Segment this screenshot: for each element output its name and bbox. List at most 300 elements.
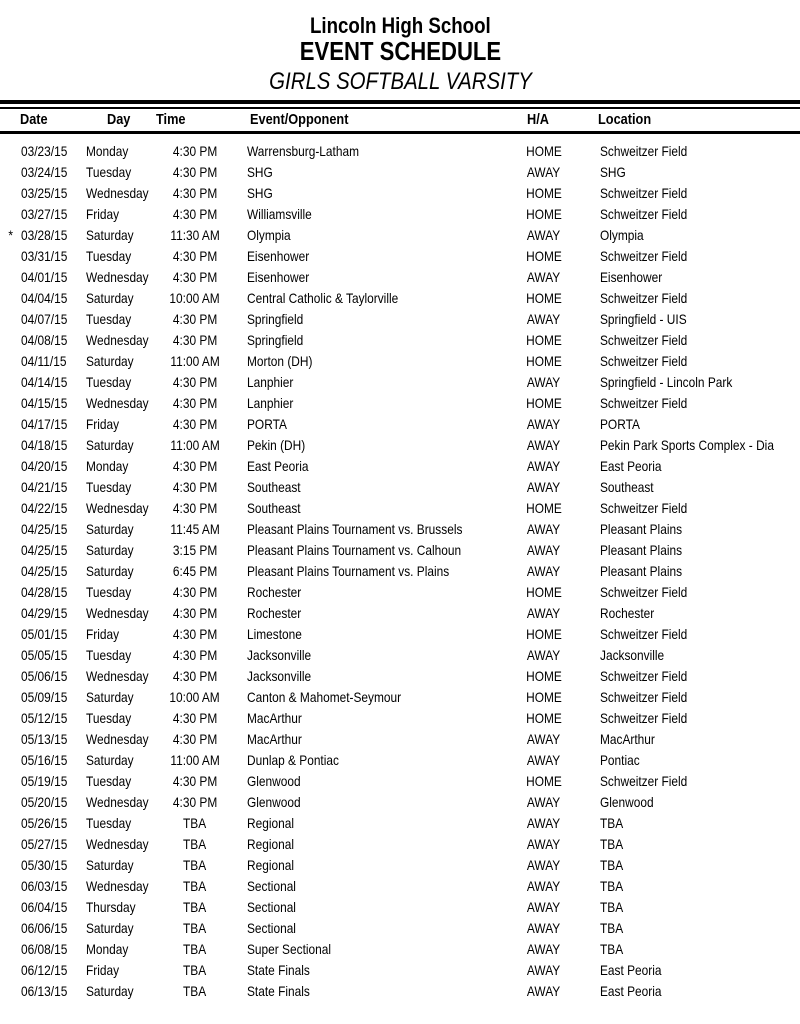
table-row — [0, 287, 800, 308]
cell-day: Wednesday — [86, 667, 149, 684]
cell-time: 11:00 AM — [170, 352, 220, 369]
cell-home-away: HOME — [526, 583, 562, 600]
cell-day: Friday — [86, 205, 120, 222]
cell-location: Schweitzer Field — [600, 394, 688, 411]
cell-home-away: AWAY — [527, 562, 561, 579]
asterisk-marker — [0, 584, 21, 600]
cell-event-opponent: Super Sectional — [247, 940, 332, 957]
cell-home-away: HOME — [526, 499, 562, 516]
cell-date: 05/19/15 — [21, 772, 68, 789]
table-row — [0, 392, 800, 413]
cell-location: Schweitzer Field — [600, 688, 688, 705]
cell-time: 11:45 AM — [170, 520, 220, 537]
cell-day: Tuesday — [86, 163, 132, 180]
table-row — [0, 770, 800, 791]
cell-location: Pleasant Plains — [600, 562, 683, 579]
table-row — [0, 875, 800, 896]
cell-location: Pleasant Plains — [600, 520, 683, 537]
table-row — [0, 266, 800, 287]
cell-day: Wednesday — [86, 604, 149, 621]
cell-home-away: HOME — [526, 205, 562, 222]
cell-event-opponent: Glenwood — [247, 793, 301, 810]
cell-home-away: AWAY — [527, 646, 561, 663]
cell-event-opponent: Eisenhower — [247, 268, 310, 285]
cell-event-opponent: State Finals — [247, 982, 310, 999]
cell-day: Friday — [86, 961, 120, 978]
cell-date: 04/25/15 — [21, 520, 68, 537]
cell-event-opponent: PORTA — [247, 415, 287, 432]
cell-home-away: AWAY — [527, 814, 561, 831]
asterisk-marker — [0, 542, 21, 558]
cell-date: 06/03/15 — [21, 877, 68, 894]
table-row — [0, 182, 800, 203]
asterisk-marker — [0, 374, 21, 390]
cell-home-away: AWAY — [527, 898, 561, 915]
cell-location: Schweitzer Field — [600, 667, 688, 684]
asterisk-marker — [0, 857, 21, 873]
cell-time: TBA — [183, 856, 207, 873]
table-row — [0, 434, 800, 455]
cell-location: Olympia — [600, 226, 644, 243]
cell-location: Schweitzer Field — [600, 331, 688, 348]
cell-date: 04/20/15 — [21, 457, 68, 474]
cell-time: 4:30 PM — [172, 499, 218, 516]
cell-time: TBA — [183, 961, 207, 978]
cell-home-away: AWAY — [527, 961, 561, 978]
cell-home-away: AWAY — [527, 457, 561, 474]
column-header-day: Day — [107, 111, 131, 128]
cell-home-away: HOME — [526, 352, 562, 369]
cell-location: Schweitzer Field — [600, 289, 688, 306]
cell-location: Schweitzer Field — [600, 184, 688, 201]
cell-location: Schweitzer Field — [600, 142, 688, 159]
cell-home-away: HOME — [526, 394, 562, 411]
cell-location: East Peoria — [600, 961, 662, 978]
cell-time: 4:30 PM — [172, 268, 218, 285]
cell-home-away: HOME — [526, 289, 562, 306]
cell-location: Schweitzer Field — [600, 247, 688, 264]
cell-time: 10:00 AM — [169, 289, 221, 306]
cell-day: Wednesday — [86, 793, 149, 810]
asterisk-marker: * — [8, 226, 13, 243]
asterisk-marker — [0, 731, 21, 747]
cell-home-away: AWAY — [527, 478, 561, 495]
cell-home-away: HOME — [526, 331, 562, 348]
table-row — [0, 602, 800, 623]
cell-time: 11:00 AM — [170, 751, 220, 768]
cell-date: 04/07/15 — [21, 310, 68, 327]
cell-home-away: AWAY — [527, 268, 561, 285]
cell-date: 04/01/15 — [21, 268, 68, 285]
cell-home-away: AWAY — [527, 751, 561, 768]
cell-event-opponent: Springfield — [247, 310, 304, 327]
cell-day: Saturday — [86, 856, 134, 873]
cell-location: Rochester — [600, 604, 655, 621]
cell-event-opponent: Rochester — [247, 583, 302, 600]
page-title: EVENT SCHEDULE — [299, 36, 501, 66]
cell-event-opponent: Pekin (DH) — [247, 436, 306, 453]
cell-home-away: AWAY — [527, 226, 561, 243]
cell-home-away: AWAY — [527, 604, 561, 621]
asterisk-marker — [0, 332, 21, 348]
cell-date: 05/20/15 — [21, 793, 68, 810]
asterisk-marker — [0, 668, 21, 684]
cell-event-opponent: Southeast — [247, 478, 301, 495]
cell-location: TBA — [600, 877, 624, 894]
cell-home-away: AWAY — [527, 856, 561, 873]
cell-time: 10:00 AM — [169, 688, 221, 705]
header-top-rule — [0, 100, 800, 104]
cell-location: TBA — [600, 919, 624, 936]
cell-event-opponent: Regional — [247, 835, 294, 852]
cell-date: 04/11/15 — [21, 352, 67, 369]
asterisk-marker — [0, 689, 21, 705]
table-row — [0, 371, 800, 392]
cell-time: 4:30 PM — [172, 457, 218, 474]
cell-location: Schweitzer Field — [600, 772, 688, 789]
cell-day: Wednesday — [86, 394, 149, 411]
cell-event-opponent: SHG — [247, 163, 273, 180]
cell-day: Friday — [86, 415, 120, 432]
asterisk-marker — [0, 794, 21, 810]
cell-home-away: AWAY — [527, 415, 561, 432]
cell-date: 03/27/15 — [21, 205, 68, 222]
cell-time: 4:30 PM — [172, 205, 218, 222]
table-row — [0, 413, 800, 434]
cell-time: TBA — [183, 835, 207, 852]
asterisk-marker — [0, 710, 21, 726]
header-bottom-rule — [0, 131, 800, 134]
cell-date: 06/13/15 — [21, 982, 68, 999]
cell-day: Saturday — [86, 919, 134, 936]
cell-day: Tuesday — [86, 646, 132, 663]
cell-day: Monday — [86, 142, 129, 159]
asterisk-marker — [0, 920, 21, 936]
cell-time: 11:30 AM — [170, 226, 220, 243]
cell-home-away: AWAY — [527, 163, 561, 180]
asterisk-marker — [0, 500, 21, 516]
cell-day: Monday — [86, 940, 129, 957]
cell-time: 4:30 PM — [172, 646, 218, 663]
asterisk-marker — [0, 983, 21, 999]
cell-day: Tuesday — [86, 814, 132, 831]
cell-time: TBA — [183, 877, 207, 894]
table-row — [0, 476, 800, 497]
cell-location: Schweitzer Field — [600, 583, 688, 600]
cell-day: Wednesday — [86, 835, 149, 852]
cell-home-away: AWAY — [527, 793, 561, 810]
cell-day: Wednesday — [86, 268, 149, 285]
cell-home-away: AWAY — [527, 436, 561, 453]
cell-time: 4:30 PM — [172, 331, 218, 348]
cell-location: East Peoria — [600, 982, 662, 999]
asterisk-marker — [0, 206, 21, 222]
cell-location: Springfield - UIS — [600, 310, 687, 327]
cell-location: TBA — [600, 814, 624, 831]
cell-event-opponent: SHG — [247, 184, 273, 201]
cell-location: Schweitzer Field — [600, 205, 688, 222]
cell-date: 04/18/15 — [21, 436, 68, 453]
cell-event-opponent: Regional — [247, 856, 294, 873]
table-row — [0, 623, 800, 644]
cell-date: 05/27/15 — [21, 835, 68, 852]
cell-location: Springfield - Lincoln Park — [600, 373, 733, 390]
cell-event-opponent: East Peoria — [247, 457, 309, 474]
cell-day: Saturday — [86, 541, 134, 558]
asterisk-marker — [0, 164, 21, 180]
cell-event-opponent: MacArthur — [247, 709, 302, 726]
cell-event-opponent: Southeast — [247, 499, 301, 516]
cell-time: 4:30 PM — [172, 730, 218, 747]
asterisk-marker — [0, 563, 21, 579]
cell-day: Tuesday — [86, 247, 132, 264]
cell-location: TBA — [600, 898, 624, 915]
asterisk-marker — [0, 458, 21, 474]
cell-time: TBA — [183, 982, 207, 999]
cell-location: Schweitzer Field — [600, 499, 688, 516]
cell-time: 4:30 PM — [172, 709, 218, 726]
cell-home-away: HOME — [526, 184, 562, 201]
table-row — [0, 203, 800, 224]
cell-day: Tuesday — [86, 478, 132, 495]
asterisk-marker — [0, 395, 21, 411]
cell-date: 04/28/15 — [21, 583, 68, 600]
cell-home-away: AWAY — [527, 940, 561, 957]
column-header-time: Time — [156, 111, 186, 128]
cell-location: Pontiac — [600, 751, 640, 768]
cell-location: Schweitzer Field — [600, 709, 688, 726]
asterisk-marker — [0, 437, 21, 453]
cell-date: 06/08/15 — [21, 940, 68, 957]
table-row — [0, 938, 800, 959]
cell-event-opponent: Springfield — [247, 331, 304, 348]
cell-event-opponent: Limestone — [247, 625, 302, 642]
table-row — [0, 686, 800, 707]
cell-date: 05/05/15 — [21, 646, 68, 663]
cell-day: Saturday — [86, 562, 134, 579]
cell-home-away: HOME — [526, 667, 562, 684]
table-row — [0, 728, 800, 749]
table-row — [0, 665, 800, 686]
cell-event-opponent: Rochester — [247, 604, 302, 621]
table-row — [0, 539, 800, 560]
table-row — [0, 140, 800, 161]
asterisk-marker — [0, 185, 21, 201]
cell-date: 05/01/15 — [21, 625, 68, 642]
cell-location: Jacksonville — [600, 646, 665, 663]
asterisk-marker — [0, 311, 21, 327]
cell-home-away: AWAY — [527, 730, 561, 747]
cell-day: Saturday — [86, 982, 134, 999]
table-row — [0, 644, 800, 665]
cell-day: Saturday — [86, 751, 134, 768]
asterisk-marker — [0, 647, 21, 663]
cell-day: Friday — [86, 625, 120, 642]
cell-time: 4:30 PM — [172, 625, 218, 642]
asterisk-marker — [0, 143, 21, 159]
cell-time: 4:30 PM — [172, 142, 218, 159]
cell-location: Southeast — [600, 478, 654, 495]
cell-location: SHG — [600, 163, 626, 180]
cell-location: MacArthur — [600, 730, 655, 747]
table-row — [0, 161, 800, 182]
cell-event-opponent: Glenwood — [247, 772, 301, 789]
cell-location: Pleasant Plains — [600, 541, 683, 558]
asterisk-marker — [0, 815, 21, 831]
table-row — [0, 245, 800, 266]
asterisk-marker — [0, 878, 21, 894]
cell-event-opponent: Sectional — [247, 919, 296, 936]
cell-home-away: HOME — [526, 772, 562, 789]
cell-location: PORTA — [600, 415, 640, 432]
asterisk-marker — [0, 773, 21, 789]
cell-event-opponent: Warrensburg-Latham — [247, 142, 360, 159]
cell-location: Schweitzer Field — [600, 625, 688, 642]
table-row — [0, 560, 800, 581]
cell-date: 04/22/15 — [21, 499, 68, 516]
cell-day: Saturday — [86, 688, 134, 705]
cell-home-away: AWAY — [527, 373, 561, 390]
cell-event-opponent: Dunlap & Pontiac — [247, 751, 339, 768]
cell-day: Wednesday — [86, 184, 149, 201]
cell-event-opponent: Jacksonville — [247, 667, 312, 684]
table-row — [0, 308, 800, 329]
cell-day: Saturday — [86, 520, 134, 537]
cell-time: 4:30 PM — [172, 184, 218, 201]
cell-time: 4:30 PM — [172, 793, 218, 810]
cell-day: Thursday — [86, 898, 136, 915]
schedule-table — [0, 140, 800, 1001]
cell-day: Monday — [86, 457, 129, 474]
cell-event-opponent: Olympia — [247, 226, 291, 243]
table-row — [0, 455, 800, 476]
cell-time: TBA — [183, 898, 207, 915]
table-row — [0, 224, 800, 245]
table-row — [0, 896, 800, 917]
cell-location: Pekin Park Sports Complex - Dia — [600, 436, 774, 453]
table-row — [0, 497, 800, 518]
asterisk-marker — [0, 752, 21, 768]
table-row — [0, 518, 800, 539]
asterisk-marker — [0, 521, 21, 537]
cell-event-opponent: Pleasant Plains Tournament vs. Plains — [247, 562, 450, 579]
cell-home-away: AWAY — [527, 835, 561, 852]
cell-home-away: AWAY — [527, 310, 561, 327]
cell-date: 05/12/15 — [21, 709, 68, 726]
cell-day: Saturday — [86, 289, 134, 306]
cell-date: 03/24/15 — [21, 163, 68, 180]
column-header-home-away: H/A — [527, 111, 549, 128]
cell-event-opponent: Williamsville — [247, 205, 312, 222]
table-row — [0, 350, 800, 371]
cell-time: TBA — [183, 940, 207, 957]
table-row — [0, 791, 800, 812]
cell-time: TBA — [183, 919, 207, 936]
cell-day: Tuesday — [86, 772, 132, 789]
asterisk-marker — [0, 605, 21, 621]
cell-time: 4:30 PM — [172, 310, 218, 327]
cell-home-away: HOME — [526, 688, 562, 705]
cell-date: 05/26/15 — [21, 814, 68, 831]
cell-event-opponent: Lanphier — [247, 373, 294, 390]
cell-date: 04/21/15 — [21, 478, 68, 495]
cell-day: Saturday — [86, 352, 134, 369]
cell-location: TBA — [600, 856, 624, 873]
cell-day: Wednesday — [86, 730, 149, 747]
asterisk-marker — [0, 941, 21, 957]
cell-day: Tuesday — [86, 373, 132, 390]
table-row — [0, 917, 800, 938]
cell-date: 03/23/15 — [21, 142, 68, 159]
cell-day: Wednesday — [86, 877, 149, 894]
cell-location: Glenwood — [600, 793, 654, 810]
table-row — [0, 959, 800, 980]
asterisk-marker — [0, 290, 21, 306]
table-row — [0, 980, 800, 1001]
cell-time: 4:30 PM — [172, 373, 218, 390]
cell-time: 4:30 PM — [172, 163, 218, 180]
cell-date: 04/08/15 — [21, 331, 68, 348]
cell-home-away: HOME — [526, 625, 562, 642]
table-row — [0, 749, 800, 770]
cell-home-away: HOME — [526, 709, 562, 726]
asterisk-marker — [0, 416, 21, 432]
table-row — [0, 329, 800, 350]
cell-event-opponent: Lanphier — [247, 394, 294, 411]
cell-home-away: AWAY — [527, 520, 561, 537]
cell-time: 6:45 PM — [172, 562, 218, 579]
cell-event-opponent: Central Catholic & Taylorville — [247, 289, 399, 306]
cell-time: 4:30 PM — [172, 583, 218, 600]
cell-time: 4:30 PM — [172, 415, 218, 432]
cell-day: Saturday — [86, 436, 134, 453]
cell-day: Wednesday — [86, 331, 149, 348]
asterisk-marker — [0, 248, 21, 264]
cell-location: TBA — [600, 940, 624, 957]
cell-home-away: HOME — [526, 142, 562, 159]
cell-event-opponent: Canton & Mahomet-Seymour — [247, 688, 402, 705]
column-header-location: Location — [598, 111, 652, 128]
header-inner-rule — [0, 107, 800, 109]
asterisk-marker — [0, 269, 21, 285]
cell-home-away: HOME — [526, 247, 562, 264]
cell-date: 04/25/15 — [21, 541, 68, 558]
table-row — [0, 707, 800, 728]
cell-date: 05/09/15 — [21, 688, 68, 705]
cell-time: 4:30 PM — [172, 667, 218, 684]
asterisk-marker — [0, 479, 21, 495]
table-row — [0, 854, 800, 875]
cell-home-away: AWAY — [527, 877, 561, 894]
cell-event-opponent: Morton (DH) — [247, 352, 313, 369]
cell-time: 4:30 PM — [172, 772, 218, 789]
cell-time: 4:30 PM — [172, 247, 218, 264]
cell-event-opponent: Pleasant Plains Tournament vs. Brussels — [247, 520, 463, 537]
table-row — [0, 812, 800, 833]
cell-date: 03/31/15 — [21, 247, 68, 264]
school-name: Lincoln High School — [309, 13, 491, 38]
cell-date: 06/04/15 — [21, 898, 68, 915]
cell-day: Wednesday — [86, 499, 149, 516]
cell-date: 04/04/15 — [21, 289, 68, 306]
cell-date: 05/13/15 — [21, 730, 68, 747]
cell-time: 4:30 PM — [172, 604, 218, 621]
cell-date: 06/06/15 — [21, 919, 68, 936]
cell-event-opponent: Regional — [247, 814, 294, 831]
cell-location: Schweitzer Field — [600, 352, 688, 369]
cell-day: Tuesday — [86, 310, 132, 327]
cell-time: 4:30 PM — [172, 478, 218, 495]
